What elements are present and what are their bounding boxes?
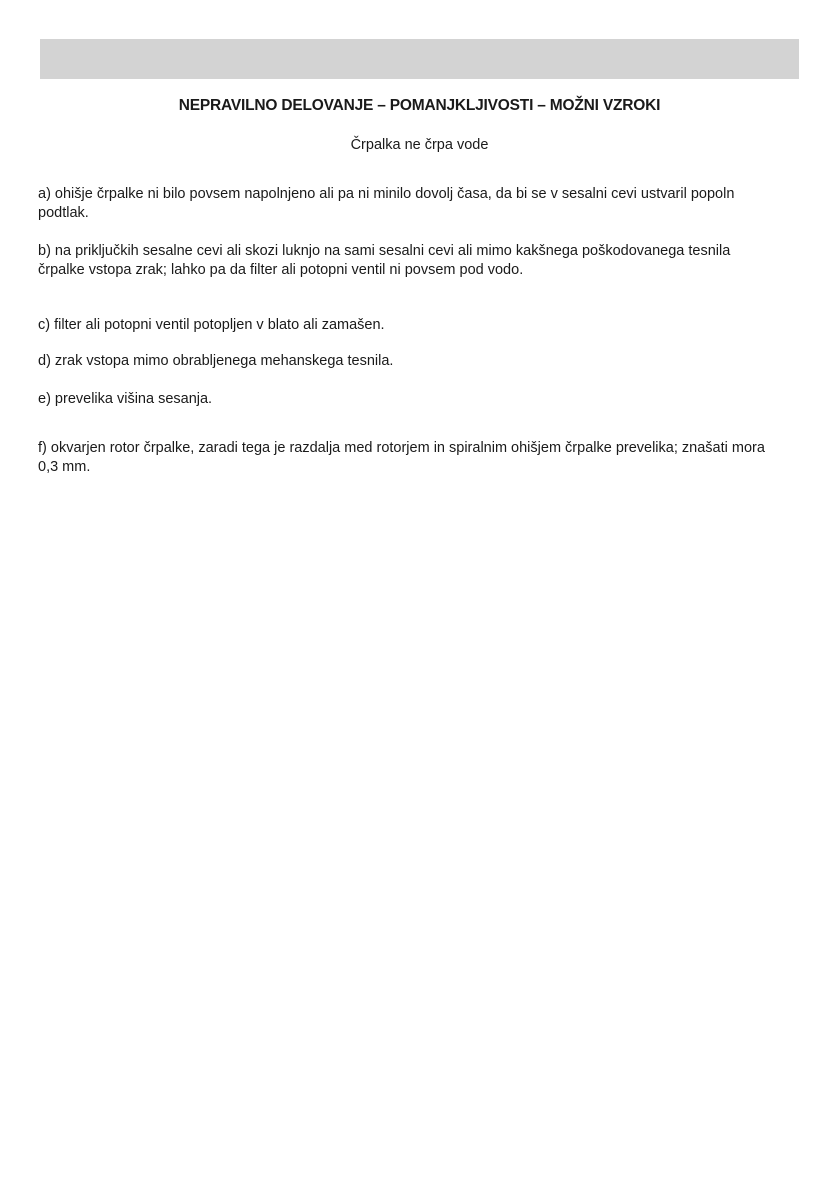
cause-item-f: f) okvarjen rotor črpalke, zaradi tega je razdalja med rotorjem in spiralnim ohišjem črpalke prevelika; znašati mora 0,3 mm. <box>38 440 765 475</box>
cause-item-e: e) prevelika višina sesanja. <box>38 391 213 407</box>
cause-item-b: b) na priključkih sesalne cevi ali skozi luknjo na sami sesalni cevi ali mimo kakšnega poškodovanega tesnila črpalke vstopa zrak; lahko pa da filter ali potopni ventil ni povsem pod vodo. <box>38 243 731 278</box>
cause-item-a: a) ohišje črpalke ni bilo povsem napolnjeno ali pa ni minilo dovolj časa, da bi se v sesalni cevi ustvaril popoln podtlak. <box>38 186 735 221</box>
page-title: NEPRAVILNO DELOVANJE – POMANJKLJIVOSTI – MOŽNI VZROKI <box>178 97 661 114</box>
cause-item-c: c) filter ali potopni ventil potopljen v blato ali zamašen. <box>38 317 385 333</box>
cause-item-d: d) zrak vstopa mimo obrabljenega mehanskega tesnila. <box>38 353 394 369</box>
section-subtitle: Črpalka ne črpa vode <box>350 137 489 153</box>
header-bar <box>40 39 799 79</box>
